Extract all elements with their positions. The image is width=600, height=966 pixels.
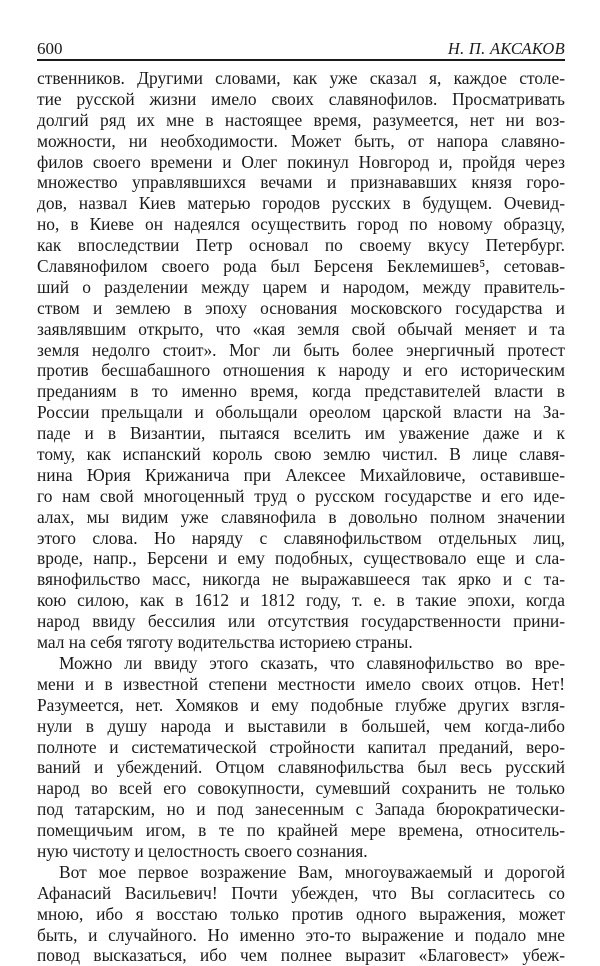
text-line: Разумеется, нет. Хомяков и ему подобные глубже других взгля- [37,694,565,715]
text-line: вроде, напр., Берсени и ему подобных, существовало еще и сла- [37,548,565,569]
text-line: помещичьим игом, в те по крайней мере времена, относитель- [37,820,565,841]
text-line: повод высказаться, ибо чем полнее выразит «Благовест» убеж- [37,945,565,966]
page-number: 600 [37,39,63,58]
running-head [37,36,565,61]
text-line: России прельщали и обольщали ореолом царской власти на За- [37,402,565,423]
text-line: мени и в известной степени местности имело своих отцов. Нет! [37,673,565,694]
body-text [37,68,565,966]
text-line: филов своего времени и Олег покинул Новгород и, пройдя через [37,151,565,172]
text-line: ственников. Другими словами, как уже сказал я, каждое столе- [37,68,565,88]
text-line: заявлявшим открыто, что «кая земля свой обычай меняет и та [37,318,565,339]
text-line: долгий ряд их мне в настоящее время, разумеется, нет ни воз- [37,109,565,130]
text-line: вянофильство масс, никогда не выражавшееся так ярко и с та- [37,569,565,590]
text-line: множество управлявшихся вечами и признававших князя горо- [37,172,565,193]
text-line: ством и землею в эпоху основания московского государства и [37,297,565,318]
text-line: ший о разделении между царем и народом, между правитель- [37,276,565,297]
text-line: как впоследствии Петр основал по своему вкусу Петербург. [37,235,565,256]
text-line: народ ввиду бессилия или отсутствия государственности прини- [37,611,565,632]
text-line: дов, назвал Киев матерью городов русских в будущем. Очевид- [37,193,565,214]
text-line: но, в Киеве он надеялся осуществить город по новому образцу, [37,214,565,235]
text-line: этого слова. Но наряду с славянофильством отдельных лиц, [37,527,565,548]
text-line: нули в душу народа и выставили в большей, чем когда-либо [37,715,565,736]
text-line: быть, и случайного. Но именно это-то выражение и подало мне [37,924,565,945]
text-line: против бесшабашного отношения к народу и его историческим [37,360,565,381]
text-line: ную чистоту и целостность своего сознания. [37,840,368,861]
text-line: преданиям в то именно время, когда представителей власти в [37,381,565,402]
text-line: ваний и убеждений. Отцом славянофильства был весь русский [37,757,565,778]
text-line: тие русской жизни имело своих славянофилов. Просматривать [37,88,565,109]
text-line: под татарским, но и под занесенным с Запада бюрократически- [37,799,565,820]
text-line: полноте и систематической стройности капитал преданий, веро- [37,736,565,757]
text-line: народ во всей его совокупности, сумевший сохранить не только [37,778,565,799]
text-line: Вот мое первое возражение Вам, многоуважаемый и дорогой [59,861,565,882]
text-line: земля недолго стоит». Мог ли быть более энергичный протест [37,339,565,360]
book-page [37,36,565,966]
running-title: Н. П. АКСАКОВ [447,39,565,58]
text-line: алах, мы видим уже славянофила в довольно полном значении [37,506,565,527]
text-line: Славянофилом своего рода был Берсеня Беклемишев⁵, сетовав- [37,256,565,277]
text-line: Афанасий Васильевич! Почти убежден, что Вы согласитесь со [37,882,565,903]
text-line: мал на себя тяготу водительства историею страны. [37,632,413,653]
text-line: го нам свой многоценный труд о русском государстве и его иде- [37,485,565,506]
text-line: можности, ни необходимости. Может быть, от напора славяно- [37,130,565,151]
text-line: нина Юрия Крижанича при Алексее Михайловиче, оставивше- [37,464,565,485]
text-line: паде и в Византии, пытаяся вселить им уважение даже и к [37,423,565,444]
text-line: Можно ли ввиду этого сказать, что славянофильство во вре- [59,652,565,673]
text-line: тому, как испанский король свою землю чистил. В лице славя- [37,444,565,465]
text-line: кою силою, как в 1612 и 1812 году, т. е. в такие эпохи, когда [37,590,565,611]
text-line: мною, ибо я восстаю только против одного выражения, может [37,903,565,924]
